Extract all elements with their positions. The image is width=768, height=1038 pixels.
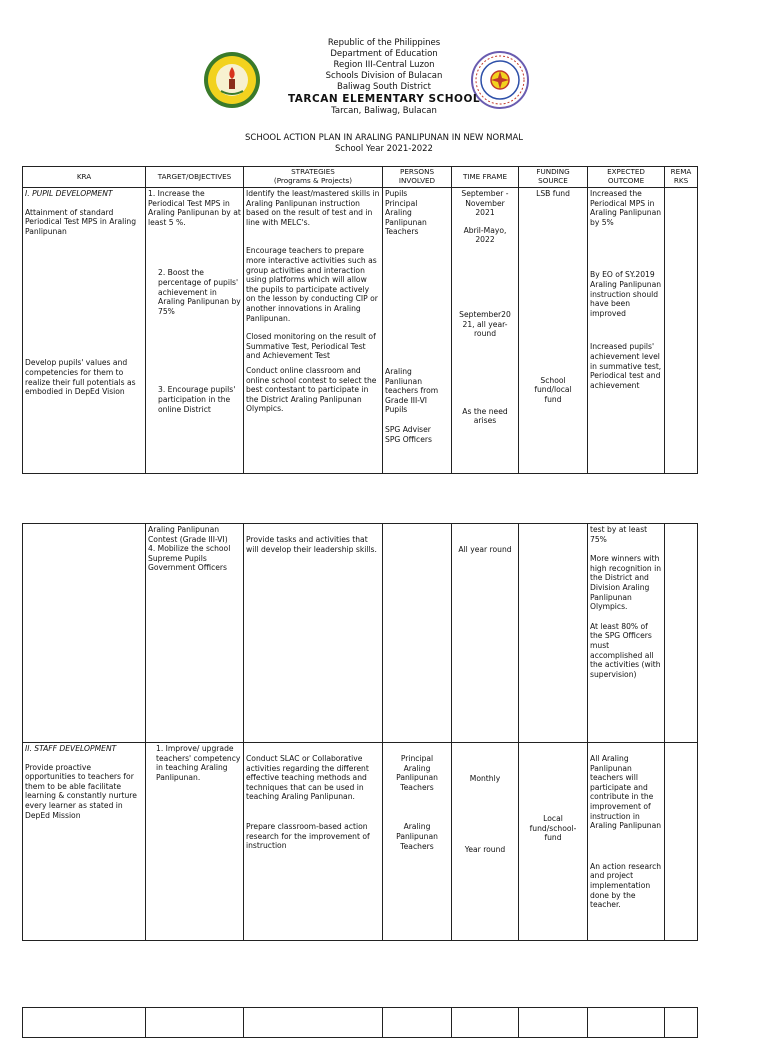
column-header: PERSONS INVOLVED xyxy=(383,167,452,188)
table-cell xyxy=(23,1008,146,1038)
persons-cell xyxy=(383,743,452,941)
table-cell xyxy=(588,1008,665,1038)
timeframe-cell xyxy=(452,743,519,941)
funding: School fund/local fund xyxy=(534,375,572,404)
timeframe: September - November 2021 xyxy=(461,189,509,218)
remarks-cell xyxy=(665,188,698,474)
outcome: More winners with high recognition in the District and Division Araling Panlipunan Olympics. xyxy=(590,554,662,612)
remarks-cell xyxy=(665,524,698,743)
strategy: Provide tasks and activities that will develop their leadership skills. xyxy=(246,535,377,554)
strategies-cell xyxy=(244,524,383,743)
header-line: Schools Division of Bulacan xyxy=(325,71,443,81)
persons: Araling Panliunan teachers from Grade III-VI Pupils xyxy=(385,366,439,415)
timeframe: All year round xyxy=(458,545,512,554)
timeframe: September20 21, all year- round xyxy=(459,309,511,339)
kra-text: Develop pupils' values and competencies for them to realize their full potentials as embodied in DepEd Vision xyxy=(25,358,136,397)
remarks-cell xyxy=(665,743,698,941)
header-line: Department of Education xyxy=(330,49,438,59)
funding: LSB fund xyxy=(536,189,570,198)
title-line: School Year 2021-2022 xyxy=(335,144,433,154)
funding-cell xyxy=(519,743,588,941)
kra-cell xyxy=(23,743,146,941)
kra-text: Attainment of standard Periodical Test MPS in Araling Panlipunan xyxy=(25,207,137,236)
objective: Araling Panlipunan Contest (Grade III-VI) xyxy=(148,525,228,544)
header-line: Baliwag South District xyxy=(337,82,431,92)
strategy: Prepare classroom-based action research for the improvement of instruction xyxy=(246,821,370,851)
outcome-cell xyxy=(588,524,665,743)
school-name: TARCAN ELEMENTARY SCHOOL xyxy=(287,93,481,105)
strategies-cell xyxy=(244,743,383,941)
table-cell xyxy=(383,1008,452,1038)
persons: SPG Adviser SPG Officers xyxy=(385,424,432,444)
outcome: All Araling Panlipunan teachers will participate and contribute in the improvement of instruction in Araling Panlipunan xyxy=(590,754,662,831)
timeframe: Abril-Mayo, 2022 xyxy=(463,225,507,245)
kra-cell xyxy=(23,188,146,474)
column-header: STRATEGIES (Programs & Projects) xyxy=(244,167,383,188)
column-header: FUNDING SOURCE xyxy=(519,167,588,188)
outcome: By EO of SY.2019 Araling Panlipunan instruction should have been improved xyxy=(590,270,662,318)
timeframe: Year round xyxy=(464,844,506,854)
outcome: test by at least 75% xyxy=(590,525,648,544)
outcome-cell xyxy=(588,743,665,941)
objective: 1. Improve/ upgrade teachers' competency in teaching Araling Panlipunan. xyxy=(156,744,241,782)
funding-cell xyxy=(519,188,588,474)
timeframe-cell xyxy=(452,188,519,474)
kra-text: Provide proactive opportunities to teachers for them to be able facilitate learning & constantly nurture every learner as stated in DepEd Mission xyxy=(25,762,137,820)
persons: Araling Panlipunan Teachers xyxy=(396,822,438,851)
strategy: Closed monitoring on the result of Summative Test, Periodical Test and Achievement Test xyxy=(246,332,376,361)
objectives-cell xyxy=(146,524,244,743)
action-plan-table-2 xyxy=(22,523,698,941)
table-cell xyxy=(519,1008,588,1038)
objective: 4. Mobilize the school Supreme Pupils Government Officers xyxy=(148,544,231,573)
column-header: EXPECTED OUTCOME xyxy=(588,167,665,188)
timeframe: Monthly xyxy=(469,774,501,783)
persons-cell xyxy=(383,188,452,474)
table-cell xyxy=(146,1008,244,1038)
objectives-cell xyxy=(146,188,244,474)
funding-cell xyxy=(519,524,588,743)
persons: Principal Araling Panlipunan Teachers xyxy=(396,754,438,792)
table-cell xyxy=(244,1008,383,1038)
strategy: Conduct online classroom and online school contest to select the best contestant to participate in the District Araling Panlipunan Olympics. xyxy=(246,365,377,414)
timeframe: As the need arises xyxy=(462,406,508,426)
funding: Local fund/school- fund xyxy=(529,814,577,843)
header-line: Republic of the Philippines xyxy=(327,38,441,48)
school-address: Tarcan, Baliwag, Bulacan xyxy=(331,106,437,116)
outcome: At least 80% of the SPG Officers must accomplished all the activities (with supervision) xyxy=(590,621,661,679)
column-header: REMA RKS xyxy=(665,167,698,188)
objective: 2. Boost the percentage of pupils' achievement in Araling Panlipunan by 75% xyxy=(158,268,241,316)
outcome: Increased pupils' achievement level in summative test, Periodical test and achievement xyxy=(590,342,662,390)
kra-heading: I. PUPIL DEVELOPMENT xyxy=(25,189,113,198)
table-cell xyxy=(452,1008,519,1038)
objective: 1. Increase the Periodical Test MPS in Araling Panlipunan by at least 5 %. xyxy=(148,189,241,227)
outcome-cell xyxy=(588,188,665,474)
outcome: Increased the Periodical MPS in Araling Panlipunan by 5% xyxy=(590,189,662,227)
column-header: KRA xyxy=(23,167,146,188)
strategy: Conduct SLAC or Collaborative activities regarding the different effective teaching methods and techniques that can be used in teaching Araling Panlipunan. xyxy=(246,754,369,802)
outcome: An action research and project implementation done by the teacher. xyxy=(590,861,662,910)
persons: Pupils Principal Araling Panlipunan Teachers xyxy=(385,189,427,237)
header-line: Region III-Central Luzon xyxy=(333,60,435,70)
document-title xyxy=(0,133,768,155)
action-plan-table-3 xyxy=(22,1007,698,1038)
action-plan-table-1 xyxy=(22,166,698,474)
strategies-cell xyxy=(244,188,383,474)
strategy: Encourage teachers to prepare more interactive activities such as group activities and interaction using platforms which will allow the pupils to participate actively on the lesson by conducting CIP or another innovations in Araling Panlipunan. xyxy=(246,246,378,323)
title-line: SCHOOL ACTION PLAN IN ARALING PANLIPUNAN IN NEW NORMAL xyxy=(245,133,523,143)
strategy: Identify the least/mastered skills in Araling Panlipunan instruction based on the result of test and in line with MELC's. xyxy=(246,189,380,227)
column-header: TARGET/OBJECTIVES xyxy=(146,167,244,188)
kra-cell xyxy=(23,524,146,743)
objectives-cell xyxy=(146,743,244,941)
timeframe-cell xyxy=(452,524,519,743)
objective: 3. Encourage pupils' participation in the online District xyxy=(158,385,236,414)
kra-heading: II. STAFF DEVELOPMENT xyxy=(25,744,117,753)
persons-cell xyxy=(383,524,452,743)
table-cell xyxy=(665,1008,698,1038)
letterhead xyxy=(0,38,768,117)
column-header: TIME FRAME xyxy=(452,167,519,188)
